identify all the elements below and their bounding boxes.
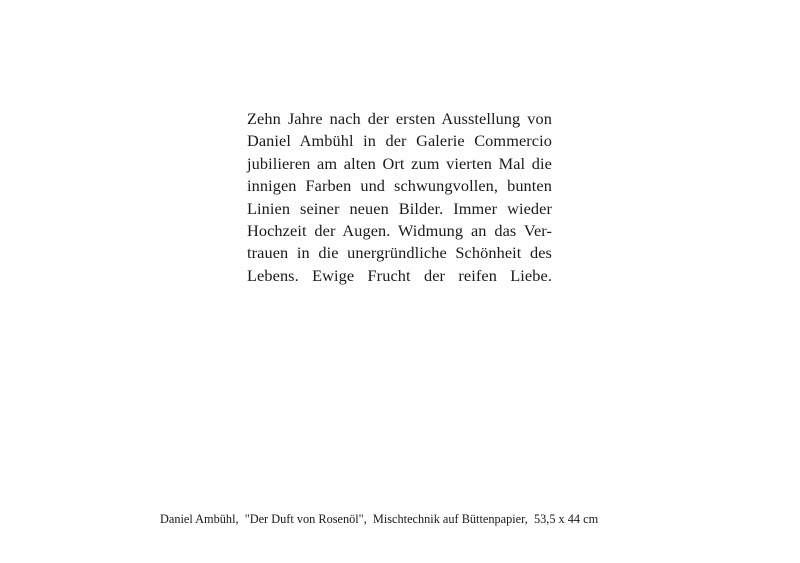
body-paragraph — [247, 108, 552, 287]
paragraph-line-5: Linien seiner neuen Bilder. Immer wieder — [247, 198, 552, 218]
paragraph-line-3: jubilieren am alten Ort zum vierten Mal die — [247, 153, 552, 173]
paragraph-line-7: trauen in die unergründliche Schönheit des — [247, 243, 552, 263]
artwork-caption: Daniel Ambühl, "Der Duft von Rosenöl", Mischtechnik auf Büttenpapier, 53,5 x 44 cm — [160, 512, 599, 526]
paragraph-line-4: innigen Farben und schwungvollen, bunten — [247, 176, 552, 196]
paragraph-line-2: Daniel Ambühl in der Galerie Commercio — [247, 131, 552, 151]
paragraph-line-8: Lebens. Ewige Frucht der reifen Liebe. — [247, 265, 552, 285]
paragraph-line-1: Zehn Jahre nach der ersten Ausstellung von — [247, 109, 552, 128]
paragraph-line-6: Hochzeit der Augen. Widmung an das Ver- — [247, 220, 552, 240]
